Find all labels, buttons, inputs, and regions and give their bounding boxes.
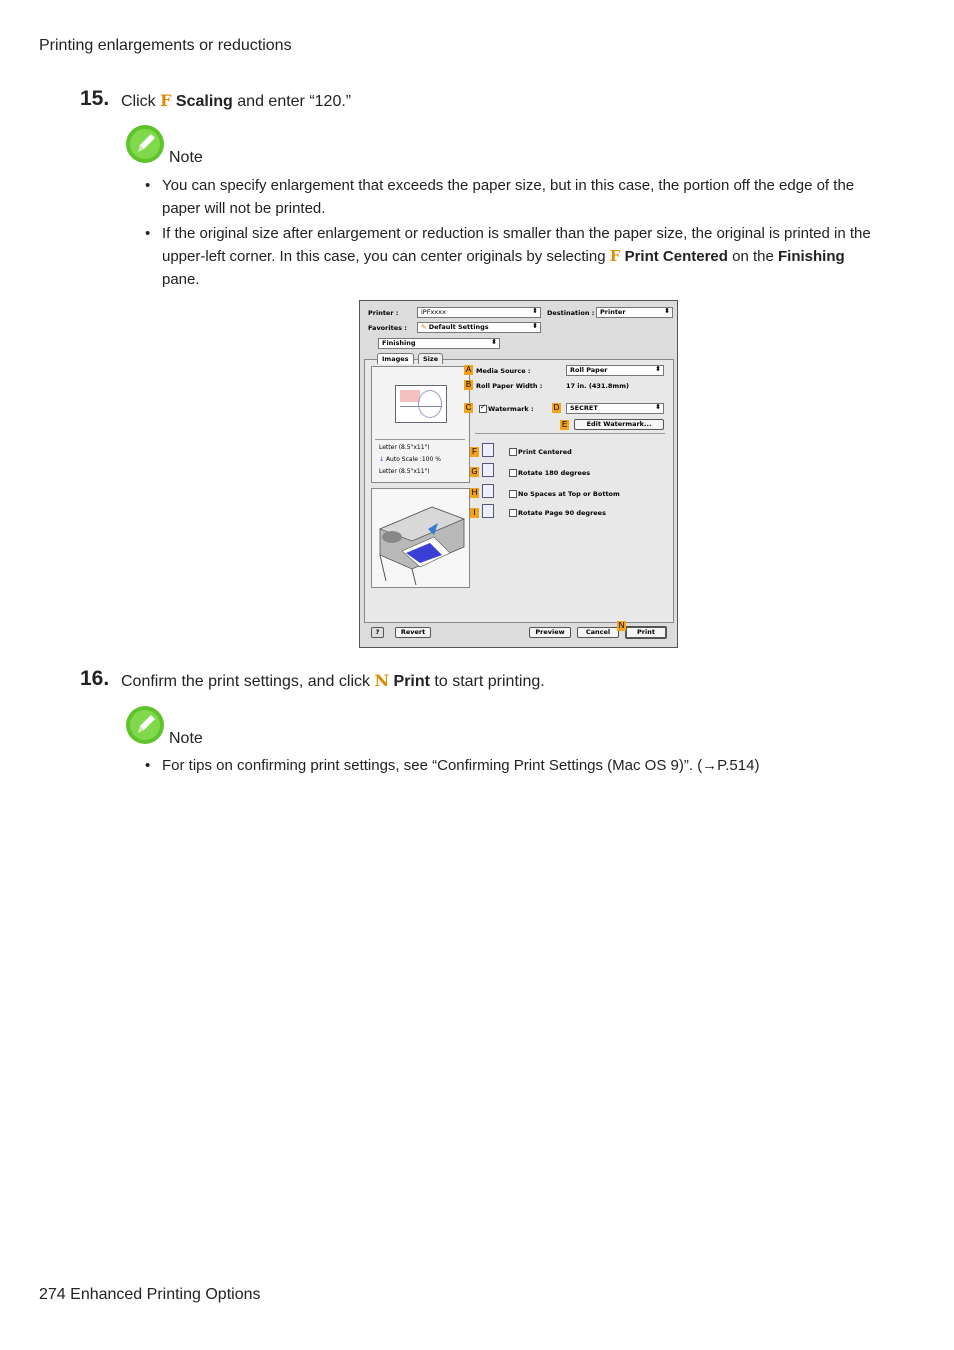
rotate-page-90-label: Rotate Page 90 degrees xyxy=(518,509,606,517)
no-spaces-icon xyxy=(482,484,494,498)
tab-images[interactable]: Images xyxy=(377,353,414,364)
watermark-select[interactable]: SECRET ⬍ xyxy=(566,403,664,414)
preview-button[interactable]: Preview xyxy=(529,627,571,638)
note-label: Note xyxy=(169,149,203,166)
print-centered-icon xyxy=(482,443,494,457)
pane-select[interactable]: Finishing ⬍ xyxy=(378,338,500,349)
note-pencil-icon xyxy=(125,705,165,745)
page-header: Printing enlargements or reductions xyxy=(39,37,292,54)
revert-button[interactable]: Revert xyxy=(395,627,431,638)
step-text: Confirm the print settings, and click xyxy=(121,673,375,690)
media-source-select[interactable]: Roll Paper ⬍ xyxy=(566,365,664,376)
button-name: Print xyxy=(393,673,430,690)
help-button[interactable]: ? xyxy=(371,627,384,638)
media-source-label: Media Source : xyxy=(476,367,531,375)
no-spaces-label: No Spaces at Top or Bottom xyxy=(518,490,620,498)
checkmark-icon: ✓ xyxy=(480,403,486,411)
pane-name: Finishing xyxy=(777,248,845,265)
print-button[interactable]: Print xyxy=(625,626,667,639)
step-15 xyxy=(80,87,109,111)
note-bullet xyxy=(145,754,885,777)
callout-badge-g: G xyxy=(471,467,478,476)
step-15-instruction xyxy=(121,91,351,111)
bullet-text-part: pane. xyxy=(162,271,200,288)
setting-name: Print Centered xyxy=(624,248,728,265)
favorites-value: Default Settings xyxy=(428,323,489,331)
callout-badge-e: E xyxy=(561,420,568,429)
printer-select[interactable]: iPFxxxx ⬍ xyxy=(417,307,541,318)
bullet-text-part: If the original size after enlargement or reduction is smaller than the paper size, the original is printed in the upper-left corner. In this case, you can center originals by selecting xyxy=(162,225,871,265)
callout-badge-f: F xyxy=(470,447,479,457)
step-16 xyxy=(80,667,109,691)
rotate-180-icon xyxy=(482,463,494,477)
note-label: Note xyxy=(169,730,203,747)
preview-page xyxy=(395,385,447,423)
preview-paper: Letter (8.5"x11") xyxy=(379,444,430,451)
tab-size[interactable]: Size xyxy=(418,353,443,364)
callout-marker: N xyxy=(374,671,390,690)
favorites-icon: ✎ xyxy=(421,323,427,331)
preview-graphic xyxy=(418,390,442,418)
step-number: 15. xyxy=(80,87,110,110)
favorites-label: Favorites : xyxy=(368,324,407,332)
bullet-text: For tips on confirming print settings, see “Confirming Print Settings (Mac OS 9)”. (→P.514) xyxy=(162,757,760,774)
callout-badge-h: H xyxy=(471,488,478,497)
callout-badge-b: B xyxy=(465,380,472,389)
favorites-select[interactable] xyxy=(417,322,541,333)
note-bullet xyxy=(145,174,885,220)
preview-graphic xyxy=(400,390,420,402)
step-text: to start printing. xyxy=(429,673,545,690)
divider xyxy=(375,439,465,440)
printer-illustration xyxy=(372,489,469,587)
page-footer: 274 Enhanced Printing Options xyxy=(39,1286,261,1303)
print-dialog-screenshot xyxy=(359,300,678,648)
step-text: Click xyxy=(121,93,161,110)
no-spaces-checkbox[interactable] xyxy=(509,490,517,498)
print-centered-label: Print Centered xyxy=(518,448,572,456)
bullet-dot: • xyxy=(145,757,151,774)
print-centered-checkbox[interactable] xyxy=(509,448,517,456)
preview-line xyxy=(400,406,442,407)
step-number: 16. xyxy=(80,667,110,690)
roll-width-label: Roll Paper Width : xyxy=(476,382,543,390)
divider xyxy=(475,433,665,434)
callout-badge-d: D xyxy=(553,403,560,412)
callout-badge-c: C xyxy=(465,403,472,412)
preview-scale-value: Auto Scale :100 % xyxy=(385,456,441,463)
callout-badge-n: N xyxy=(618,621,625,630)
callout-marker: F xyxy=(609,247,621,265)
rotate-page-90-checkbox[interactable] xyxy=(509,509,517,517)
watermark-label: Watermark : xyxy=(488,405,534,413)
printer-label: Printer : xyxy=(368,309,399,317)
printer-image-panel xyxy=(371,488,470,588)
preview-scale xyxy=(379,456,441,463)
bullet-dot: • xyxy=(145,225,151,242)
bullet-text-part: on the xyxy=(727,248,778,265)
roll-width-value: 17 in. (431.8mm) xyxy=(566,382,629,390)
destination-select[interactable]: Printer ⬍ xyxy=(596,307,673,318)
destination-label: Destination : xyxy=(547,309,595,317)
callout-badge-i: I xyxy=(470,508,479,518)
edit-watermark-button[interactable]: Edit Watermark... xyxy=(574,419,664,430)
callout-badge-a: A xyxy=(465,365,472,374)
preview-output: Letter (8.5"x11") xyxy=(379,468,430,475)
rotate-180-label: Rotate 180 degrees xyxy=(518,469,591,477)
callout-marker: F xyxy=(160,91,172,110)
note-pencil-icon xyxy=(125,124,165,164)
note-bullet xyxy=(145,222,885,291)
bullet-text: You can specify enlargement that exceeds the paper size, but in this case, the portion off the edge of the paper will not be printed. xyxy=(162,177,855,217)
bullet-dot: • xyxy=(145,177,151,194)
setting-name: Scaling xyxy=(175,93,233,110)
layout-preview-panel xyxy=(371,366,470,483)
arrow-down-icon: ↓ xyxy=(379,456,385,463)
cancel-button[interactable]: Cancel xyxy=(577,627,619,638)
step-16-instruction xyxy=(121,671,545,691)
rotate-180-checkbox[interactable] xyxy=(509,469,517,477)
step-text: and enter “120.” xyxy=(232,93,352,110)
bullet-text xyxy=(162,222,885,291)
rotate-page-90-icon xyxy=(482,504,494,518)
watermark-checkbox[interactable] xyxy=(479,405,487,413)
